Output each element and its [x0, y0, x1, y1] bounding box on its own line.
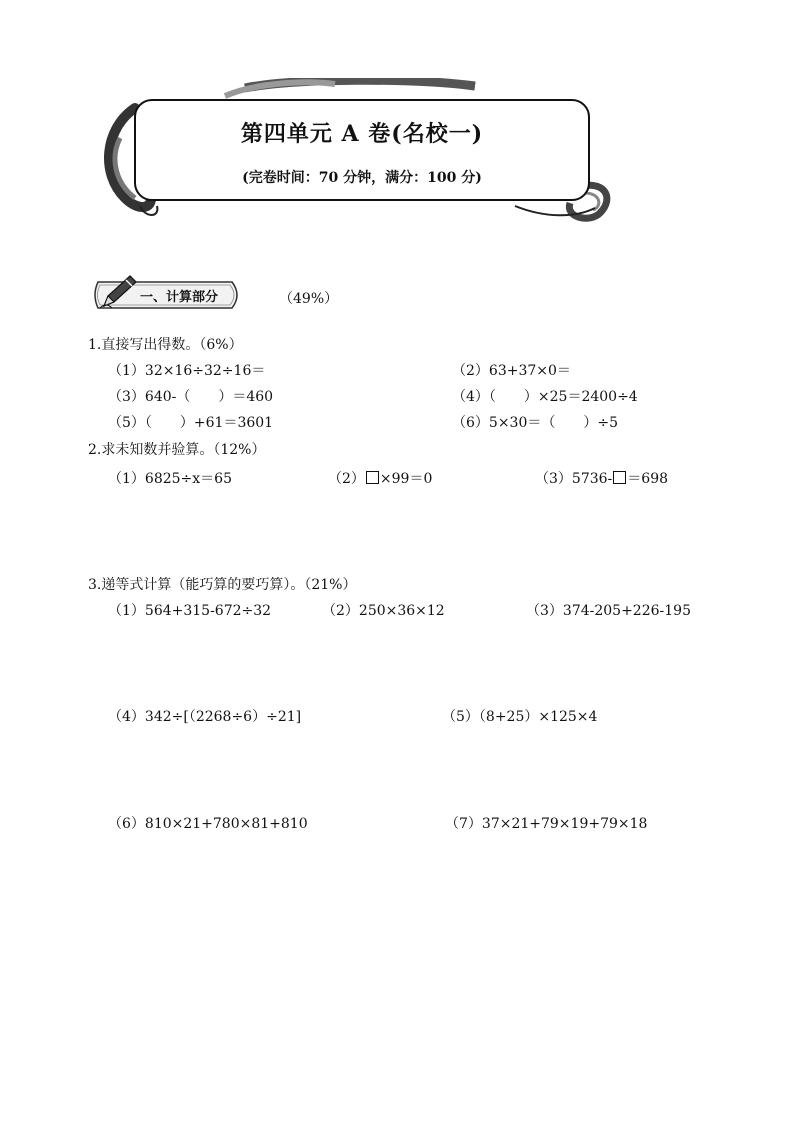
q2-item-2 [328, 468, 432, 488]
q1-item-4: （4）（ ）×25＝2400÷4 [452, 389, 638, 405]
title-box [134, 99, 590, 201]
q1-heading: 1.直接写出得数。（6%） [88, 337, 243, 353]
q1-item-1: （1）32×16÷32÷16＝ [108, 363, 266, 379]
q3-item-1: （1）564+315-672÷32 [108, 603, 272, 619]
q2-item-3-suffix: ＝698 [627, 471, 669, 487]
q3-item-6: （6）810×21+780×81+810 [108, 816, 308, 832]
q2-item-2-suffix: ×99＝0 [379, 471, 433, 487]
page-subtitle: (完卷时间：70 分钟，满分：100 分) [242, 170, 482, 186]
q1-item-6: （6）5×30＝（ ）÷5 [452, 415, 618, 431]
section-percent: （49%） [279, 291, 339, 307]
q3-item-3: （3）374-205+226-195 [526, 603, 691, 619]
blank-box [366, 471, 379, 484]
q1-item-5: （5）（ ）+61＝3601 [108, 415, 274, 431]
q2-item-1: （1）6825÷x＝65 [108, 471, 232, 487]
q1-item-2: （2）63+37×0＝ [452, 363, 571, 379]
q2-item-3-prefix: （3）5736- [535, 471, 613, 487]
blank-box [613, 471, 626, 484]
q3-item-7: （7）37×21+79×19+79×18 [445, 816, 648, 832]
q2-item-2-prefix: （2） [328, 471, 365, 487]
section-label: 一、计算部分 [140, 290, 219, 305]
pencil-icon [96, 272, 140, 312]
q2-item-3 [535, 468, 668, 488]
q3-item-5: （5）（8+25）×125×4 [442, 709, 598, 725]
q1-item-3: （3）640-（ ）＝460 [108, 389, 274, 405]
q3-item-2: （2）250×36×12 [322, 603, 445, 619]
q3-heading: 3.递等式计算（能巧算的要巧算）。（21%） [88, 577, 357, 593]
q3-item-4: （4）342÷[（2268÷6）÷21] [108, 709, 302, 725]
q2-heading: 2.求未知数并验算。（12%） [88, 442, 266, 458]
page-title: 第四单元 A 卷(名校一) [240, 121, 484, 147]
